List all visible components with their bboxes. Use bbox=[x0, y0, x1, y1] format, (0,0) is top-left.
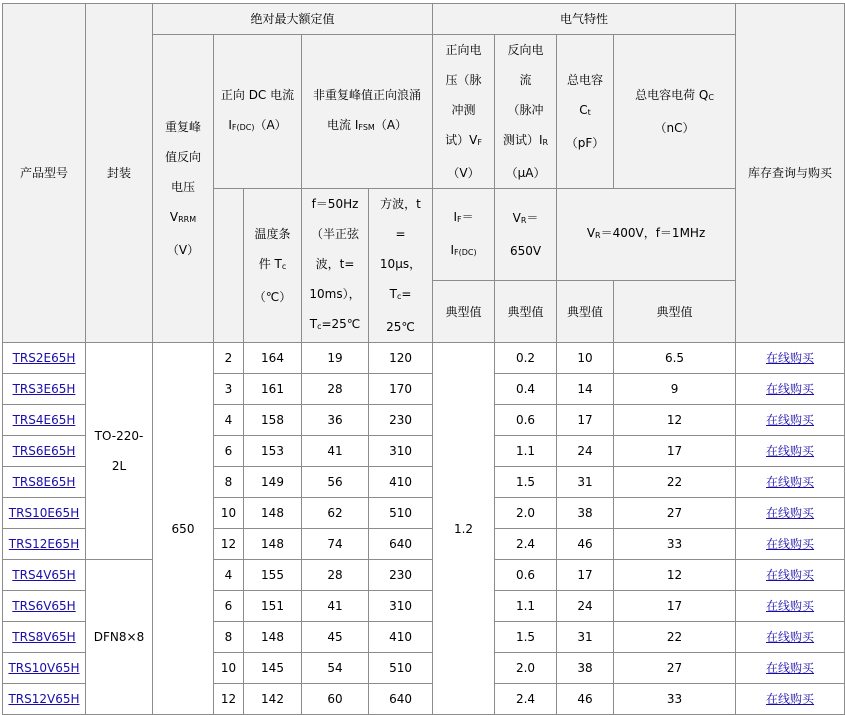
ifsm-square-cell: 410 bbox=[369, 467, 433, 498]
ifsm-50hz-cell: 56 bbox=[302, 467, 369, 498]
model-link[interactable]: TRS6E65H bbox=[12, 444, 76, 458]
vf-cell: 1.2 bbox=[433, 343, 495, 715]
model-cell[interactable] bbox=[3, 684, 86, 715]
if-cell: 10 bbox=[214, 498, 244, 529]
model-cell[interactable] bbox=[3, 343, 86, 374]
ct-cell: 17 bbox=[557, 405, 614, 436]
ifsm-square-cell: 230 bbox=[369, 560, 433, 591]
header-tc: 温度条 件 Tc （℃） bbox=[244, 189, 302, 343]
buy-online-link[interactable]: 在线购买 bbox=[766, 630, 815, 644]
model-cell[interactable] bbox=[3, 405, 86, 436]
buy-cell[interactable] bbox=[736, 591, 845, 622]
ifsm-50hz-cell: 54 bbox=[302, 653, 369, 684]
ct-cell: 10 bbox=[557, 343, 614, 374]
vrrm-cell: 650 bbox=[153, 343, 214, 715]
model-cell[interactable] bbox=[3, 436, 86, 467]
buy-cell[interactable] bbox=[736, 374, 845, 405]
model-cell[interactable] bbox=[3, 653, 86, 684]
buy-online-link[interactable]: 在线购买 bbox=[766, 537, 815, 551]
tc-cell: 158 bbox=[244, 405, 302, 436]
buy-online-link[interactable]: 在线购买 bbox=[766, 351, 815, 365]
ir-cell: 0.4 bbox=[495, 374, 557, 405]
if-cell: 4 bbox=[214, 405, 244, 436]
buy-cell[interactable] bbox=[736, 498, 845, 529]
ifsm-50hz-cell: 74 bbox=[302, 529, 369, 560]
buy-cell[interactable] bbox=[736, 467, 845, 498]
buy-cell[interactable] bbox=[736, 405, 845, 436]
tc-cell: 148 bbox=[244, 529, 302, 560]
if-cell: 12 bbox=[214, 684, 244, 715]
ifsm-50hz-cell: 28 bbox=[302, 560, 369, 591]
header-vrrm: 重复峰 值反向 电压 VRRM （V） bbox=[153, 35, 214, 343]
tc-cell: 161 bbox=[244, 374, 302, 405]
tc-cell: 148 bbox=[244, 622, 302, 653]
product-spec-table bbox=[2, 3, 845, 715]
header-abs-max: 绝对最大额定值 bbox=[153, 4, 433, 35]
tc-cell: 164 bbox=[244, 343, 302, 374]
model-cell[interactable] bbox=[3, 374, 86, 405]
tc-cell: 148 bbox=[244, 498, 302, 529]
table-row bbox=[3, 560, 845, 591]
ct-cell: 38 bbox=[557, 498, 614, 529]
qc-cell: 27 bbox=[614, 653, 736, 684]
header-vf: 正向电 压（脉 冲测 试）VF （V） bbox=[433, 35, 495, 189]
ct-cell: 31 bbox=[557, 622, 614, 653]
ifsm-50hz-cell: 19 bbox=[302, 343, 369, 374]
header-qc: 总电容电荷 QC （nC） bbox=[614, 35, 736, 189]
model-cell[interactable] bbox=[3, 560, 86, 591]
model-link[interactable]: TRS6V65H bbox=[12, 599, 76, 613]
buy-cell[interactable] bbox=[736, 343, 845, 374]
ifsm-square-cell: 230 bbox=[369, 405, 433, 436]
if-cell: 2 bbox=[214, 343, 244, 374]
buy-cell[interactable] bbox=[736, 560, 845, 591]
ifsm-50hz-cell: 41 bbox=[302, 436, 369, 467]
ifsm-square-cell: 510 bbox=[369, 498, 433, 529]
qc-cell: 12 bbox=[614, 560, 736, 591]
header-if-dc: 正向 DC 电流 IF(DC)（A） bbox=[214, 35, 302, 189]
if-cell: 12 bbox=[214, 529, 244, 560]
ir-cell: 0.6 bbox=[495, 560, 557, 591]
ct-cell: 24 bbox=[557, 591, 614, 622]
table-row bbox=[3, 343, 845, 374]
model-link[interactable]: TRS2E65H bbox=[12, 351, 76, 365]
buy-cell[interactable] bbox=[736, 529, 845, 560]
buy-online-link[interactable]: 在线购买 bbox=[766, 661, 815, 675]
if-cell: 4 bbox=[214, 560, 244, 591]
buy-cell[interactable] bbox=[736, 684, 845, 715]
ifsm-square-cell: 410 bbox=[369, 622, 433, 653]
table-body bbox=[3, 343, 845, 715]
model-link[interactable]: TRS4E65H bbox=[12, 413, 76, 427]
header-cond-if: IF＝ IF(DC) bbox=[433, 189, 495, 281]
model-cell[interactable] bbox=[3, 529, 86, 560]
header-package: 封装 bbox=[86, 4, 153, 343]
ir-cell: 0.6 bbox=[495, 405, 557, 436]
ifsm-square-cell: 510 bbox=[369, 653, 433, 684]
tc-cell: 149 bbox=[244, 467, 302, 498]
qc-cell: 33 bbox=[614, 684, 736, 715]
model-link[interactable]: TRS4V65H bbox=[12, 568, 76, 582]
header-cond-vr: VR＝ 650V bbox=[495, 189, 557, 281]
if-cell: 3 bbox=[214, 374, 244, 405]
buy-cell[interactable] bbox=[736, 436, 845, 467]
model-cell[interactable] bbox=[3, 467, 86, 498]
qc-cell: 17 bbox=[614, 436, 736, 467]
model-link[interactable]: TRS8V65H bbox=[12, 630, 76, 644]
qc-cell: 17 bbox=[614, 591, 736, 622]
tc-cell: 142 bbox=[244, 684, 302, 715]
ct-cell: 38 bbox=[557, 653, 614, 684]
ir-cell: 2.0 bbox=[495, 498, 557, 529]
if-cell: 6 bbox=[214, 591, 244, 622]
ifsm-square-cell: 310 bbox=[369, 436, 433, 467]
buy-online-link[interactable]: 在线购买 bbox=[766, 413, 815, 427]
model-cell[interactable] bbox=[3, 622, 86, 653]
qc-cell: 12 bbox=[614, 405, 736, 436]
ifsm-50hz-cell: 60 bbox=[302, 684, 369, 715]
header-ifsm: 非重复峰值正向浪涌 电流 IFSM（A） bbox=[302, 35, 433, 189]
buy-online-link[interactable]: 在线购买 bbox=[766, 692, 815, 706]
if-cell: 6 bbox=[214, 436, 244, 467]
tc-cell: 153 bbox=[244, 436, 302, 467]
header-stock: 库存查询与购买 bbox=[736, 4, 845, 343]
qc-cell: 22 bbox=[614, 622, 736, 653]
ifsm-square-cell: 640 bbox=[369, 529, 433, 560]
ir-cell: 1.5 bbox=[495, 622, 557, 653]
model-cell[interactable] bbox=[3, 591, 86, 622]
package-cell: DFN8×8 bbox=[86, 560, 153, 715]
tc-cell: 145 bbox=[244, 653, 302, 684]
ifsm-50hz-cell: 62 bbox=[302, 498, 369, 529]
header-if-blank bbox=[214, 189, 244, 343]
if-cell: 8 bbox=[214, 467, 244, 498]
ct-cell: 24 bbox=[557, 436, 614, 467]
header-cond-cap: VR＝400V，f＝1MHz bbox=[557, 189, 736, 281]
ir-cell: 1.1 bbox=[495, 591, 557, 622]
qc-cell: 6.5 bbox=[614, 343, 736, 374]
buy-cell[interactable] bbox=[736, 622, 845, 653]
qc-cell: 27 bbox=[614, 498, 736, 529]
header-typ-qc: 典型值 bbox=[614, 281, 736, 343]
ir-cell: 1.5 bbox=[495, 467, 557, 498]
package-cell: TO-220- 2L bbox=[86, 343, 153, 560]
tc-cell: 151 bbox=[244, 591, 302, 622]
header-model: 产品型号 bbox=[3, 4, 86, 343]
ifsm-50hz-cell: 28 bbox=[302, 374, 369, 405]
qc-cell: 9 bbox=[614, 374, 736, 405]
ir-cell: 2.4 bbox=[495, 529, 557, 560]
ir-cell: 2.0 bbox=[495, 653, 557, 684]
header-typ-ct: 典型值 bbox=[557, 281, 614, 343]
model-link[interactable]: TRS3E65H bbox=[12, 382, 76, 396]
buy-online-link[interactable]: 在线购买 bbox=[766, 475, 815, 489]
qc-cell: 22 bbox=[614, 467, 736, 498]
buy-online-link[interactable]: 在线购买 bbox=[766, 599, 815, 613]
buy-online-link[interactable]: 在线购买 bbox=[766, 444, 815, 458]
ct-cell: 14 bbox=[557, 374, 614, 405]
model-link[interactable]: TRS8E65H bbox=[12, 475, 76, 489]
ifsm-50hz-cell: 36 bbox=[302, 405, 369, 436]
ifsm-50hz-cell: 41 bbox=[302, 591, 369, 622]
if-cell: 10 bbox=[214, 653, 244, 684]
buy-online-link[interactable]: 在线购买 bbox=[766, 568, 815, 582]
header-ct: 总电容 Ct （pF） bbox=[557, 35, 614, 189]
ct-cell: 46 bbox=[557, 529, 614, 560]
header-square: 方波，t = 10μs， Tc= 25℃ bbox=[369, 189, 433, 343]
ifsm-square-cell: 170 bbox=[369, 374, 433, 405]
ifsm-square-cell: 310 bbox=[369, 591, 433, 622]
ir-cell: 2.4 bbox=[495, 684, 557, 715]
model-link[interactable]: TRS12E65H bbox=[8, 537, 80, 551]
ifsm-square-cell: 640 bbox=[369, 684, 433, 715]
model-link[interactable]: TRS10E65H bbox=[8, 506, 80, 520]
header-electrical: 电气特性 bbox=[433, 4, 736, 35]
model-link[interactable]: TRS10V65H bbox=[8, 661, 80, 675]
buy-online-link[interactable]: 在线购买 bbox=[766, 506, 815, 520]
model-cell[interactable] bbox=[3, 498, 86, 529]
if-cell: 8 bbox=[214, 622, 244, 653]
buy-online-link[interactable]: 在线购买 bbox=[766, 382, 815, 396]
ct-cell: 31 bbox=[557, 467, 614, 498]
model-link[interactable]: TRS12V65H bbox=[8, 692, 80, 706]
tc-cell: 155 bbox=[244, 560, 302, 591]
ir-cell: 0.2 bbox=[495, 343, 557, 374]
ifsm-50hz-cell: 45 bbox=[302, 622, 369, 653]
header-f50: f＝50Hz （半正弦 波，t= 10ms）， Tc=25℃ bbox=[302, 189, 369, 343]
ct-cell: 17 bbox=[557, 560, 614, 591]
ct-cell: 46 bbox=[557, 684, 614, 715]
header-typ-ir: 典型值 bbox=[495, 281, 557, 343]
buy-cell[interactable] bbox=[736, 653, 845, 684]
ifsm-square-cell: 120 bbox=[369, 343, 433, 374]
header-ir: 反向电 流 （脉冲 测试）IR （μA） bbox=[495, 35, 557, 189]
ir-cell: 1.1 bbox=[495, 436, 557, 467]
qc-cell: 33 bbox=[614, 529, 736, 560]
header-typ-vf: 典型值 bbox=[433, 281, 495, 343]
